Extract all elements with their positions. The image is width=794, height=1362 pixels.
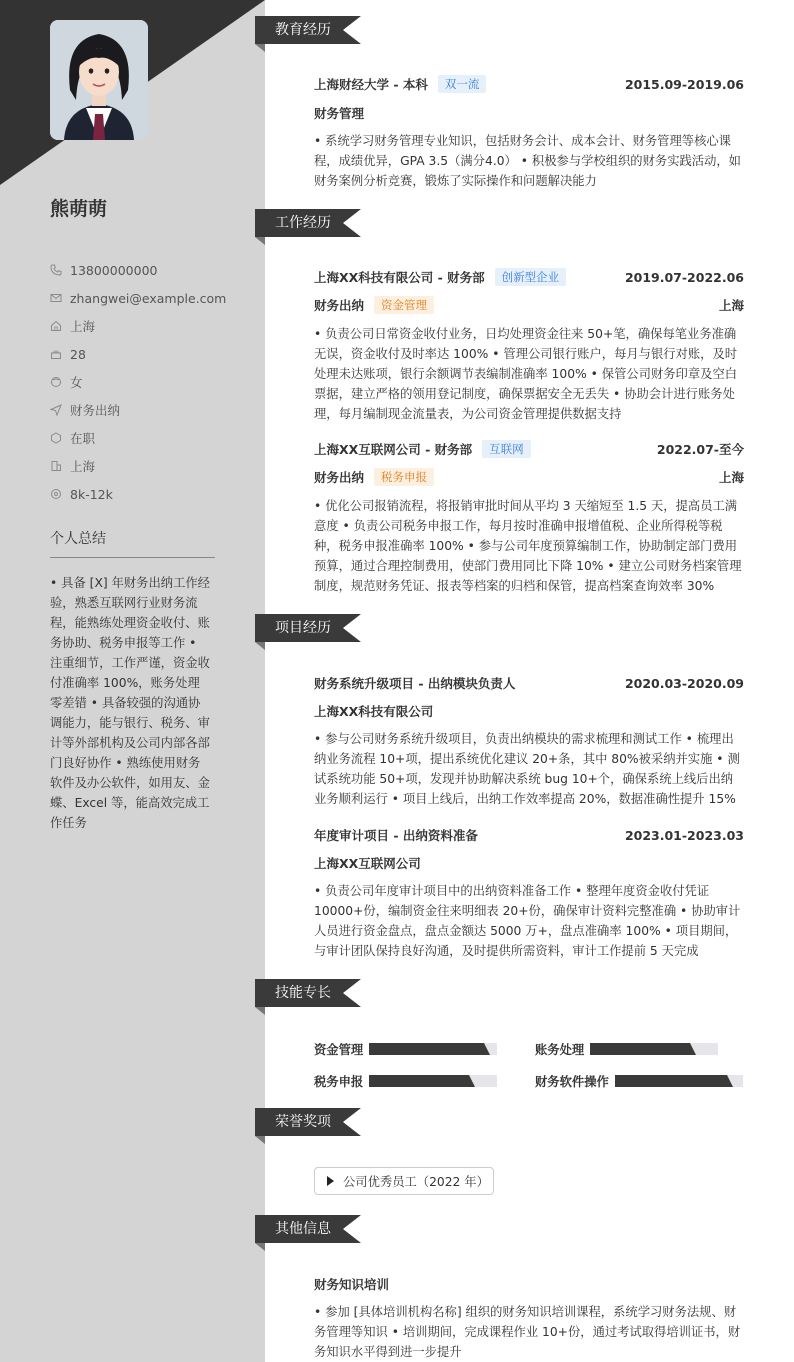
status-icon (50, 432, 62, 444)
work-location: 上海 (718, 298, 744, 313)
contact-text: 在职 (70, 431, 96, 446)
section-title: 其他信息 (255, 1215, 343, 1243)
contact-text: zhangwei@example.com (70, 290, 227, 306)
company-name: 上海XX互联网公司 - 财务部 (314, 442, 473, 457)
contact-email (50, 284, 226, 312)
skill-name: 资金管理 (314, 1043, 364, 1057)
age-icon (50, 348, 62, 360)
play-icon (327, 1176, 334, 1186)
contact-text: 8k-12k (70, 486, 113, 502)
work-company (314, 440, 531, 458)
section-header-project (255, 614, 343, 642)
work-date: 2019.07-2022.06 (624, 269, 744, 285)
work-location: 上海 (718, 470, 744, 485)
contact-text: 上海 (70, 459, 96, 474)
skill-name: 税务申报 (314, 1075, 364, 1089)
skill-bar (615, 1075, 743, 1087)
school-tag: 双一流 (438, 75, 487, 93)
project-header-row (314, 674, 744, 692)
project-date: 2020.03-2020.09 (624, 675, 744, 691)
section-title: 技能专长 (255, 979, 343, 1007)
section-title: 教育经历 (255, 16, 343, 44)
skill-bar-fill (369, 1075, 469, 1087)
contact-salary (50, 480, 226, 508)
work-role-row (314, 468, 744, 486)
work-header-row (314, 440, 744, 458)
contact-list (50, 256, 226, 508)
contact-status (50, 424, 226, 452)
company-tag: 创新型企业 (495, 268, 567, 286)
project-date: 2023.01-2023.03 (624, 827, 744, 843)
contact-text: 28 (70, 346, 86, 362)
project-name: 财务系统升级项目 - 出纳模块负责人 (314, 676, 516, 691)
section-header-skills (255, 979, 343, 1007)
honor-text: 公司优秀员工（2022 年） (343, 1175, 489, 1189)
skill-item (314, 1072, 497, 1090)
summary-title: 个人总结 (50, 528, 215, 558)
contact-work-city (50, 452, 226, 480)
skill-item (535, 1040, 718, 1058)
work-role (314, 296, 434, 314)
education-school (314, 75, 486, 93)
summary-text: • 具备 [X] 年财务出纳工作经验，熟悉互联网行业财务流程，能熟练处理资金收付、账务协助、税务申报等工作 • 注重细节，工作严谨，资金收付准确率 100%，账务处理零差错 • 具备较强的沟通协调能力，能与银行、税务、审计等外部机构及公司内部各部门良好协作 • 熟练使用财务软件及办公软件，如用友、金蝶、Excel 等，能高效完成工作任务 (50, 576, 210, 830)
sidebar (0, 0, 265, 1362)
contact-text: 13800000000 (70, 262, 158, 278)
gender-icon (50, 376, 62, 388)
skill-bar (369, 1043, 497, 1055)
education-date: 2015.09-2019.06 (624, 76, 744, 92)
role-name: 财务出纳 (314, 470, 365, 485)
send-icon (50, 404, 62, 416)
section-header-education (255, 16, 343, 44)
email-icon (50, 292, 62, 304)
role-name: 财务出纳 (314, 298, 365, 313)
work-description: • 负责公司日常资金收付业务，日均处理资金往来 50+笔，确保每笔业务准确无误，资金收付及时率达 100% • 管理公司银行账户，每月与银行对账，及时处理未达账项，银行余额调节表编制准确率 100% • 保管公司财务印章及空白票据，建立严格的领用登记制度，确保票据安全无丢失 • 协助会计进行账务处理，每月编制现金流量表，为公司资金管理提供数据支持 (314, 327, 738, 421)
home-icon (50, 320, 62, 332)
profile-name: 熊萌萌 (50, 198, 108, 220)
section-title: 项目经历 (255, 614, 343, 642)
contact-city (50, 312, 226, 340)
contact-text: 财务出纳 (70, 403, 121, 418)
section-header-other (255, 1215, 343, 1243)
project-description: • 参与公司财务系统升级项目，负责出纳模块的需求梳理和测试工作 • 梳理出纳业务流程 10+项，提出系统优化建议 20+条，其中 80%被采纳并实施 • 测试系统功能 50+项，发现并协助解决系统 bug 10+个，确保系统上线后出纳业务顺利运行 • 项目上线后，出纳工作效率提高 20%，数据准确性提升 15% (314, 732, 740, 806)
role-tag: 资金管理 (374, 296, 434, 314)
skill-bar-fill (615, 1075, 728, 1087)
section-header-work (255, 209, 343, 237)
salary-icon (50, 488, 62, 500)
project-org: 上海XX互联网公司 (314, 856, 421, 871)
contact-phone (50, 256, 226, 284)
skill-bar (590, 1043, 718, 1055)
education-major: 财务管理 (314, 106, 365, 121)
skill-name: 财务软件操作 (535, 1075, 609, 1089)
skill-bar (369, 1075, 497, 1087)
section-title: 工作经历 (255, 209, 343, 237)
work-header-row (314, 268, 744, 286)
honor-item[interactable] (314, 1167, 494, 1195)
other-description: • 参加 [具体培训机构名称] 组织的财务知识培训课程，系统学习财务法规、财务管理等知识 • 培训期间，完成课程作业 10+份，通过考试取得培训证书，财务知识水平得到进一步提升 (314, 1305, 741, 1359)
project-header-row (314, 826, 744, 844)
school-name: 上海财经大学 - 本科 (314, 77, 428, 92)
work-date: 2022.07-至今 (656, 442, 744, 457)
section-title: 荣誉奖项 (255, 1108, 343, 1136)
project-name: 年度审计项目 - 出纳资料准备 (314, 828, 478, 843)
project-description: • 负责公司年度审计项目中的出纳资料准备工作 • 整理年度资金收付凭证 10000+份，编制资金往来明细表 20+份，确保审计资料完整准确 • 协助审计人员进行资金盘点，盘点金额达 5000 万+，盘点准确率 100% • 项目期间，与审计团队保持良好沟通，及时提供所需资料，审计工作提前 5 天完成 (314, 884, 741, 958)
skill-item (535, 1072, 743, 1090)
project-org: 上海XX科技有限公司 (314, 704, 434, 719)
skill-name: 账务处理 (535, 1043, 585, 1057)
contact-age (50, 340, 226, 368)
skill-item (314, 1040, 497, 1058)
other-title: 财务知识培训 (314, 1277, 390, 1292)
work-role (314, 468, 434, 486)
company-name: 上海XX科技有限公司 - 财务部 (314, 270, 485, 285)
skill-bar-fill (369, 1043, 484, 1055)
company-tag: 互联网 (482, 440, 531, 458)
contact-text: 上海 (70, 319, 96, 334)
avatar (50, 20, 148, 140)
contact-position (50, 396, 226, 424)
education-description: • 系统学习财务管理专业知识，包括财务会计、成本会计、财务管理等核心课程，成绩优异，GPA 3.5（满分4.0） • 积极参与学校组织的财务实践活动，如财务案例分析竞赛，锻炼了实际操作和问题解决能力 (314, 134, 741, 188)
work-company (314, 268, 566, 286)
phone-icon (50, 264, 62, 276)
work-description: • 优化公司报销流程，将报销审批时间从平均 3 天缩短至 1.5 天，提高员工满意度 • 负责公司税务申报工作，每月按时准确申报增值税、企业所得税等税种，税务申报准确率 100% • 参与公司年度预算编制工作，协助制定部门费用预算，通过合理控制费用，使部门费用同比下降 10% • 建立公司财务档案管理制度，规范财务凭证、报表等档案的归档和保管，提高档案查询效率 30% (314, 499, 742, 593)
role-tag: 税务申报 (374, 468, 434, 486)
contact-gender (50, 368, 226, 396)
skill-bar-fill (590, 1043, 690, 1055)
building-icon (50, 460, 62, 472)
contact-text: 女 (70, 375, 83, 390)
work-role-row (314, 296, 744, 314)
education-header-row (314, 75, 744, 93)
section-header-honors (255, 1108, 343, 1136)
